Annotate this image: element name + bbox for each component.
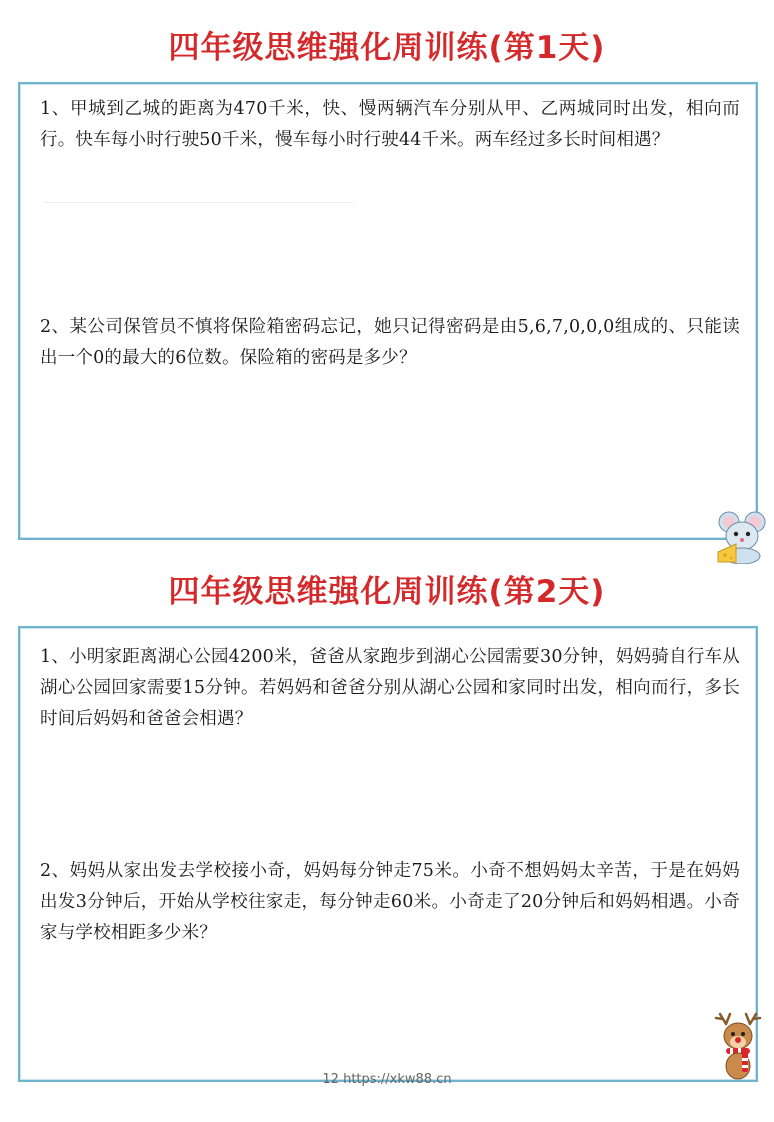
day2-question-1: 1、小明家距离湖心公园4200米，爸爸从家跑步到湖心公园需要30分钟，妈妈骑自行车从湖心公园回家需要15分钟。若妈妈和爸爸分别从湖心公园和家同时出发，相向而行，多长时间后妈妈和爸爸会相遇？: [40, 647, 740, 729]
day2-title: 四年级思维强化周训练(第2天): [168, 574, 606, 610]
day1-exercise-box: [18, 82, 758, 540]
day2-exercise-box: [18, 626, 758, 1082]
day1-question-1: 1、甲城到乙城的距离为470千米，快、慢两辆汽车分别从甲、乙两城同时出发，相向而行。快车每小时行驶50千米，慢车每小时行驶44千米。两车经过多长时间相遇？: [40, 99, 740, 150]
day1-question-2: 2、某公司保管员不慎将保险箱密码忘记，她只记得密码是由5,6,7,0,0,0组成的、只能读出一个0的最大的6位数。保险箱的密码是多少？: [40, 317, 740, 368]
mouse-with-cheese-icon: [712, 508, 770, 564]
day1-title: 四年级思维强化周训练(第1天): [168, 30, 606, 66]
page-footer: 12 https://xkw88.cn: [322, 1072, 452, 1087]
answer-line: [44, 202, 354, 203]
day2-question-2: 2、妈妈从家出发去学校接小奇，妈妈每分钟走75米。小奇不想妈妈太辛苦，于是在妈妈出发3分钟后，开始从学校往家走，每分钟走60米。小奇走了20分钟后和妈妈相遇。小奇家与学校相距多少米？: [40, 861, 740, 943]
